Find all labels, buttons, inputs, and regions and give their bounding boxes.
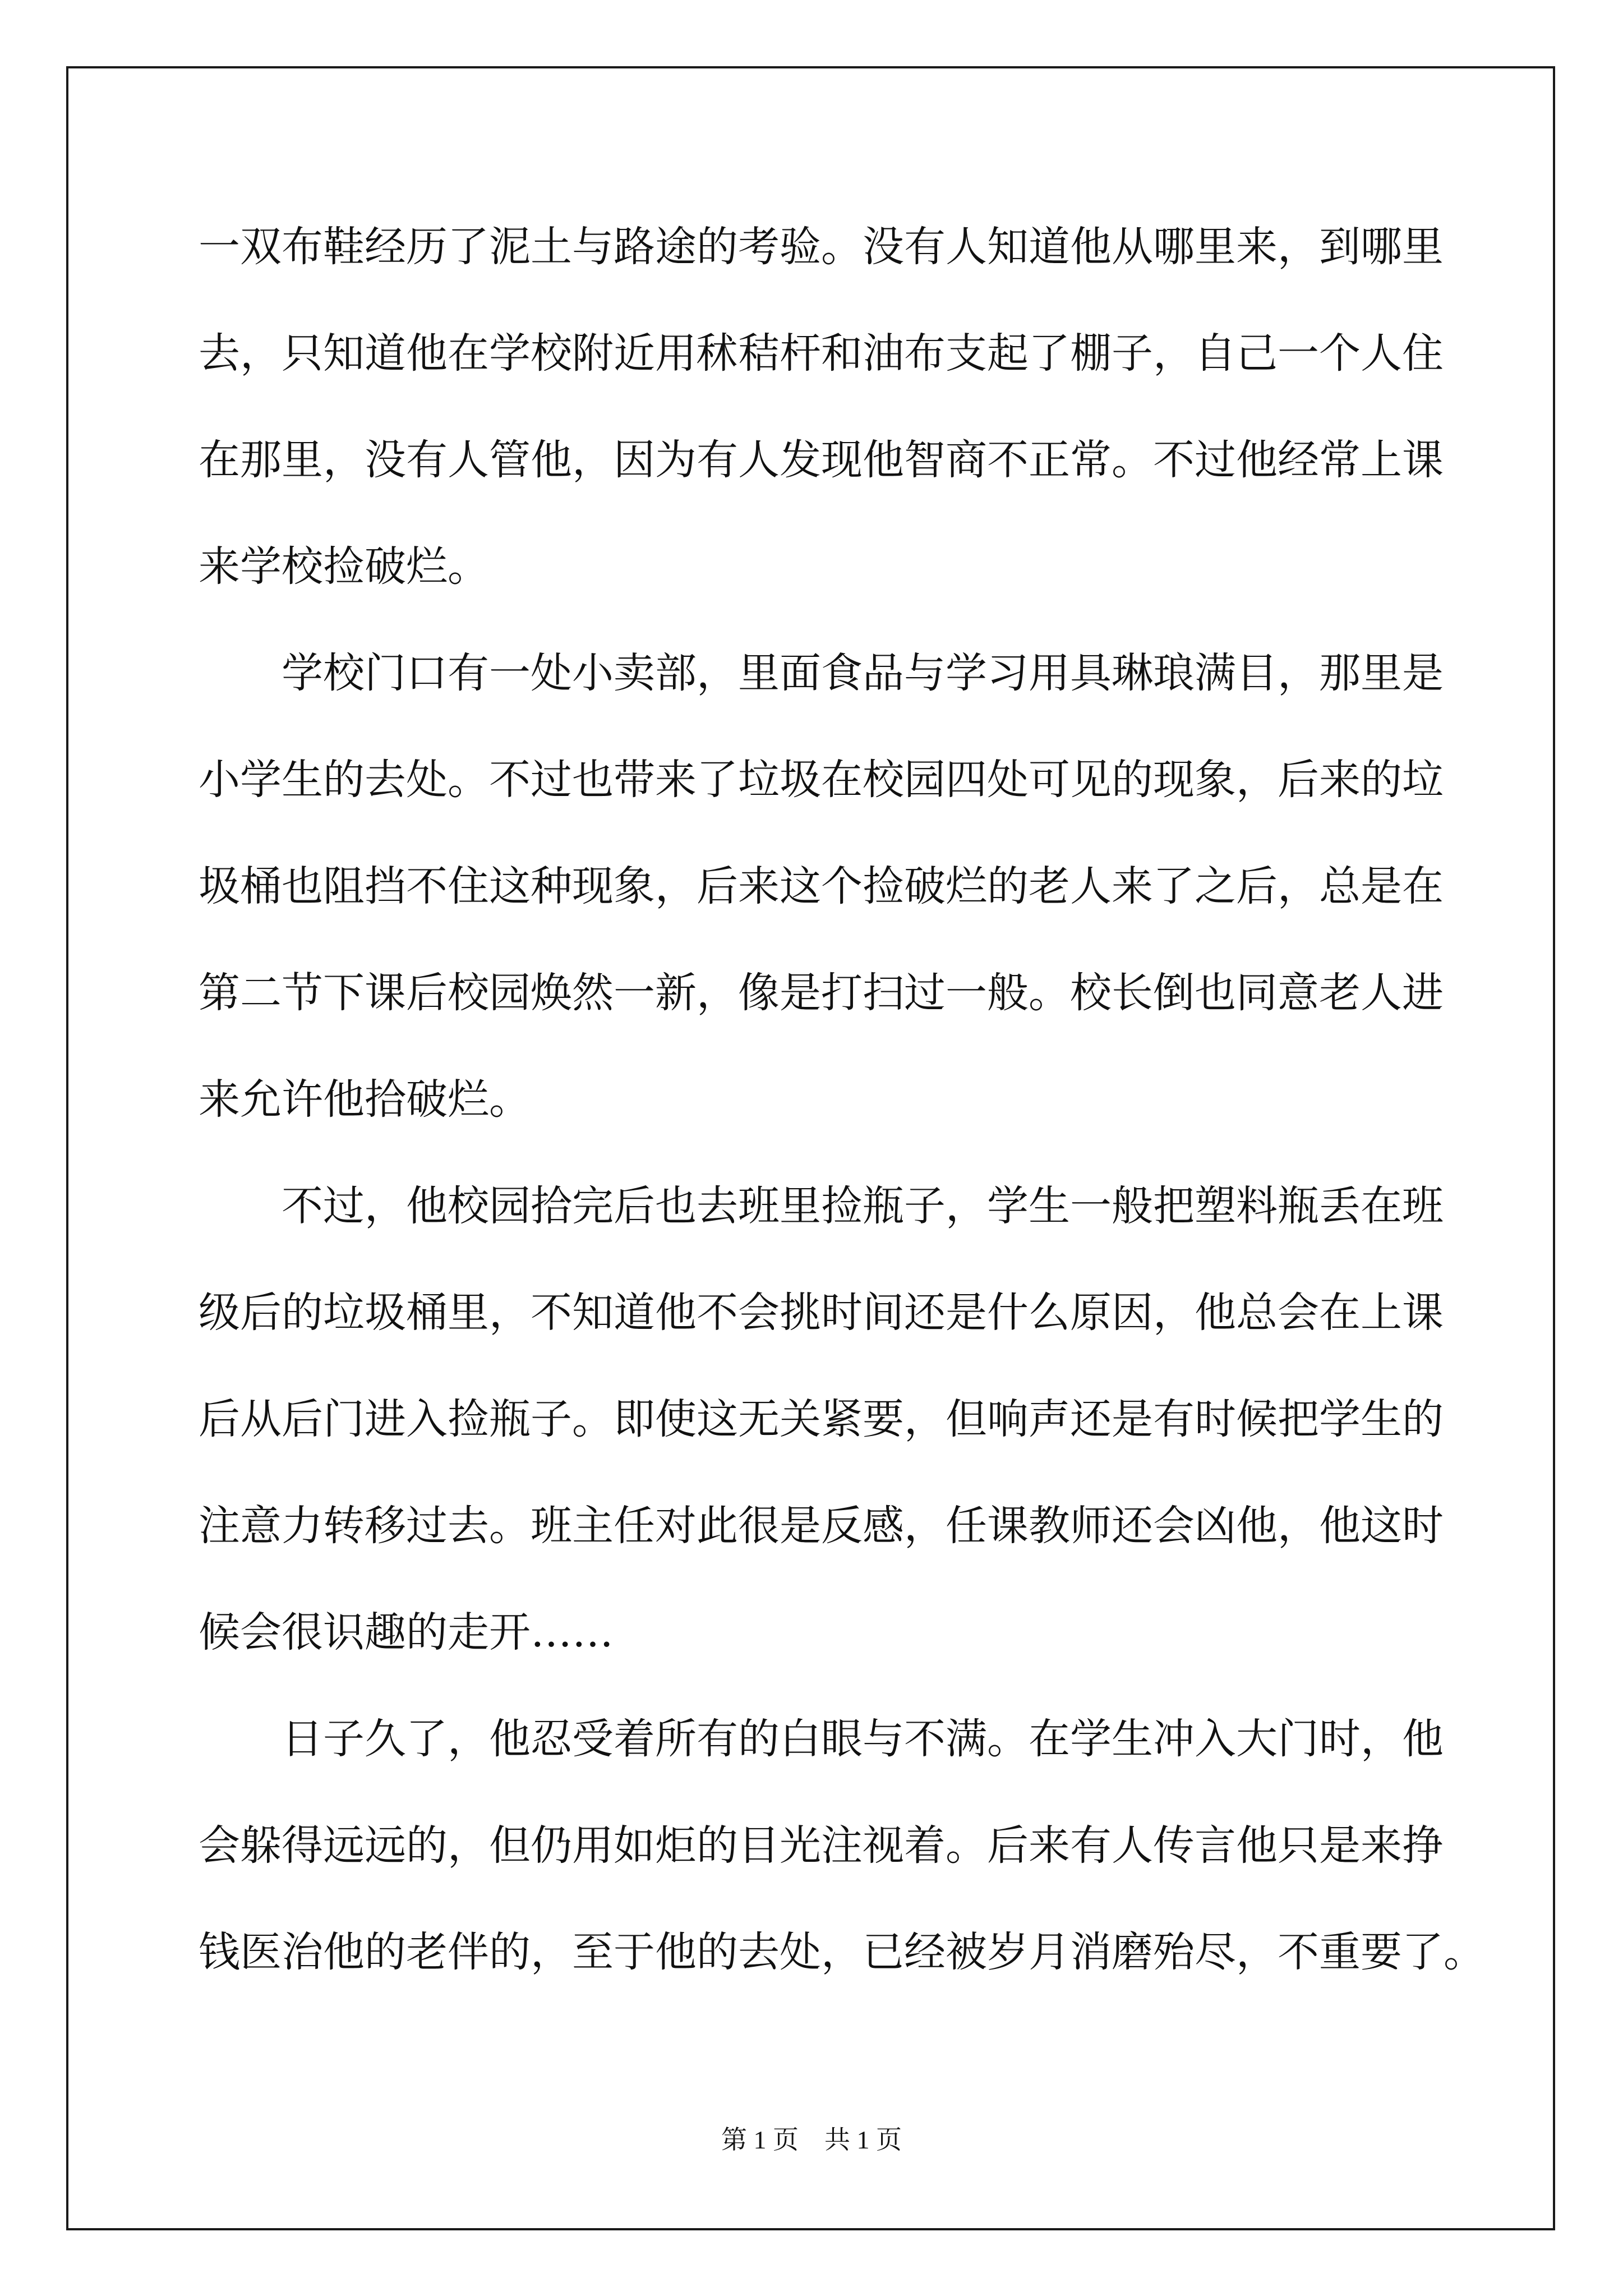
paragraph-1-line-2: 去，只知道他在学校附近用秫秸杆和油布支起了棚子，自己一个人住 — [199, 329, 1444, 378]
paragraph-3-line-1: 不过，他校园拾完后也去班里捡瓶子，学生一般把塑料瓶丢在班 — [282, 1182, 1444, 1230]
paragraph-3-line-4: 注意力转移过去。班主任对此很是反感，任课教师还会凶他，他这时 — [199, 1502, 1444, 1550]
paragraph-1-line-4: 来学校捡破烂。 — [199, 542, 489, 591]
paragraph-4-line-1: 日子久了，他忍受着所有的白眼与不满。在学生冲入大门时，他 — [282, 1715, 1444, 1763]
paragraph-1-line-1: 一双布鞋经历了泥土与路途的考验。没有人知道他从哪里来，到哪里 — [199, 223, 1444, 271]
paragraph-4-line-2: 会躲得远远的，但仍用如炬的目光注视着。后来有人传言他只是来挣 — [199, 1821, 1444, 1870]
paragraph-3-line-5: 候会很识趣的走开…… — [199, 1608, 614, 1657]
paragraph-3-line-2: 级后的垃圾桶里，不知道他不会挑时间还是什么原因，他总会在上课 — [199, 1289, 1444, 1337]
paragraph-2-line-5: 来允许他拾破烂。 — [199, 1075, 531, 1124]
paragraph-2-line-1: 学校门口有一处小卖部，里面食品与学习用具琳琅满目，那里是 — [282, 649, 1444, 697]
page-border — [66, 66, 1555, 2230]
paragraph-2-line-2: 小学生的去处。不过也带来了垃圾在校园四处可见的现象，后来的垃 — [199, 756, 1444, 804]
paragraph-4-line-3: 钱医治他的老伴的，至于他的去处，已经被岁月消磨殆尽，不重要了。 — [199, 1928, 1485, 1976]
paragraph-2-line-4: 第二节下课后校园焕然一新，像是打扫过一般。校长倒也同意老人进 — [199, 969, 1444, 1017]
paragraph-1-line-3: 在那里，没有人管他，因为有人发现他智商不正常。不过他经常上课 — [199, 436, 1444, 484]
paragraph-3-line-3: 后从后门进入捡瓶子。即使这无关紧要，但响声还是有时候把学生的 — [199, 1395, 1444, 1443]
page-number-footer: 第 1 页 共 1 页 — [721, 2125, 902, 2154]
paragraph-2-line-3: 圾桶也阻挡不住这种现象，后来这个捡破烂的老人来了之后，总是在 — [199, 862, 1444, 910]
